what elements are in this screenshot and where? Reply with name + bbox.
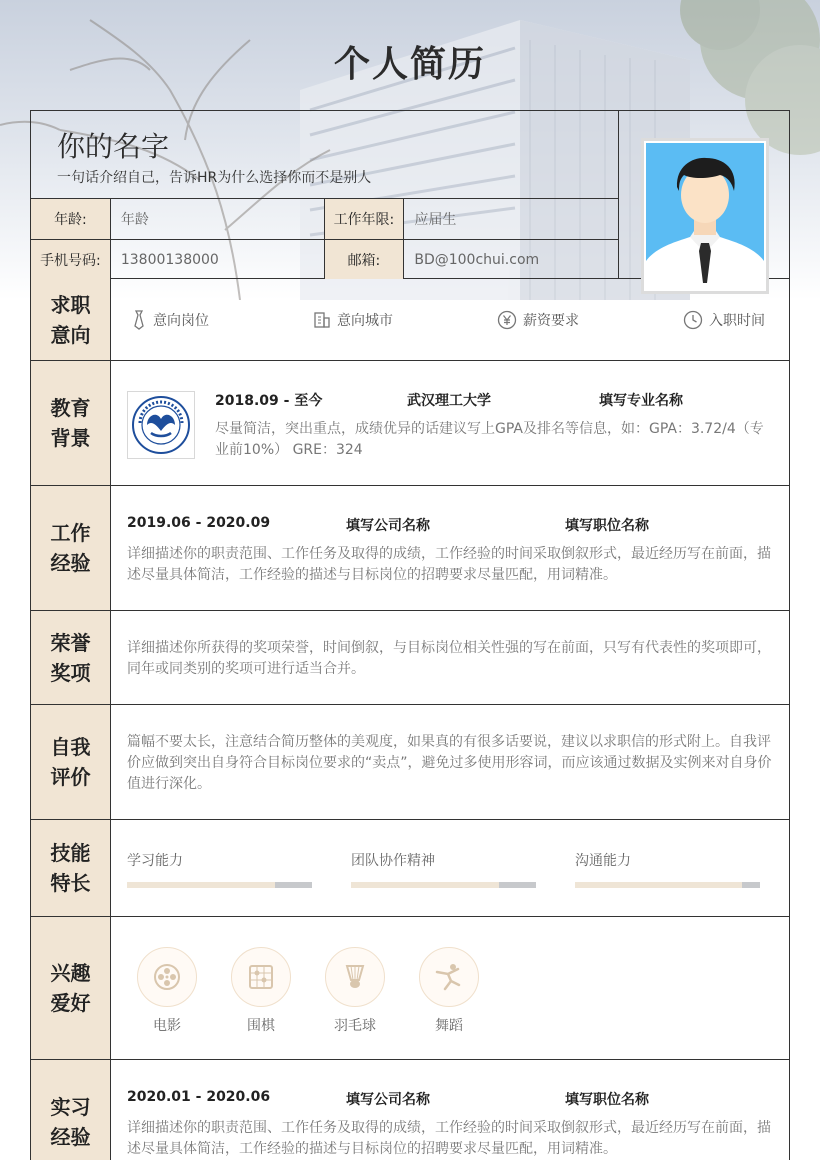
skill-item — [575, 850, 760, 888]
education-period: 2018.09 - 至今 — [215, 393, 323, 409]
skill-name: 沟通能力 — [575, 853, 631, 869]
hobby-name: 舞蹈 — [435, 1018, 463, 1034]
work-position: 填写职位名称 — [565, 518, 649, 534]
work-years-label: 工作年限: — [325, 199, 405, 239]
work-period: 2019.06 - 2020.09 — [127, 515, 271, 531]
work-company: 填写公司名称 — [346, 518, 430, 534]
skill-bar-fill — [351, 882, 499, 888]
section-label: 兴趣 爱好 — [31, 917, 111, 1059]
honors-description: 详细描述你所获得的奖项荣誉，时间倒叙，与目标岗位相关性强的写在前面，只写有代表性的奖项即可，同年或同类别的奖项可进行适当合并。 — [127, 640, 771, 677]
hobby-item — [324, 947, 386, 1035]
hobby-item — [136, 947, 198, 1035]
skill-bar — [351, 882, 536, 888]
skill-item — [351, 850, 536, 888]
avatar-icon — [646, 143, 764, 289]
intent-city: 意向城市 — [313, 310, 393, 330]
internship-period: 2020.01 - 2020.06 — [127, 1089, 271, 1105]
section-label: 自我 评价 — [31, 705, 111, 819]
phone-label: 手机号码: — [31, 240, 111, 279]
section-internship — [31, 1060, 789, 1160]
internship-description: 详细描述你的职责范围、工作任务及取得的成绩，工作经验的时间采取倒叙形式，最近经历写在前面，描述尽量具体简洁，工作经验的描述与目标岗位的招聘要求尽量匹配，用词精准。 — [127, 1120, 771, 1157]
age-value: 年龄 — [111, 199, 325, 239]
section-label: 技能 特长 — [31, 820, 111, 916]
shuttlecock-icon — [340, 962, 370, 992]
hobby-name: 围棋 — [247, 1018, 275, 1034]
hobby-name: 电影 — [153, 1018, 181, 1034]
candidate-intro: 一句话介绍自己，告诉HR为什么选择你而不是别人 — [57, 170, 372, 186]
name-area — [31, 111, 619, 199]
section-hobbies — [31, 917, 789, 1060]
skill-item — [127, 850, 312, 888]
education-description: 尽量简洁，突出重点，成绩优异的话建议写上GPA及排名等信息，如：GPA：3.72/4（专业前10%） GRE：324 — [215, 421, 764, 458]
basic-info-grid — [31, 199, 619, 279]
self-evaluation-description: 篇幅不要太长，注意结合简历整体的美观度，如果真的有很多话要说，建议以求职信的形式附上。自我评价应做到突出自身符合目标岗位要求的“卖点”，避免过多使用形容词，而应该通过数据及实例来对自身价值进行深化。 — [127, 734, 772, 792]
hobby-name: 羽毛球 — [334, 1018, 376, 1034]
info-row — [31, 199, 618, 239]
skill-name: 学习能力 — [127, 853, 183, 869]
phone-value: 13800138000 — [111, 240, 325, 279]
section-label: 工作 经验 — [31, 486, 111, 610]
skill-bar-fill — [575, 882, 742, 888]
internship-company: 填写公司名称 — [346, 1092, 430, 1108]
yen-icon — [497, 310, 517, 330]
internship-position: 填写职位名称 — [565, 1092, 649, 1108]
info-row — [31, 239, 618, 279]
skill-bar-fill — [127, 882, 275, 888]
section-education — [31, 361, 789, 486]
clock-icon — [683, 310, 703, 330]
intent-position: 意向岗位 — [131, 310, 209, 330]
section-self-evaluation — [31, 705, 789, 820]
hobby-item — [230, 947, 292, 1035]
section-honors — [31, 611, 789, 705]
work-years-value: 应届生 — [414, 212, 457, 228]
section-skills — [31, 820, 789, 917]
skill-bar — [127, 882, 312, 888]
hobby-item — [418, 947, 480, 1035]
email-value: BD@100chui.com — [414, 251, 540, 268]
profile-header — [31, 111, 789, 279]
education-major: 填写专业名称 — [599, 393, 683, 409]
section-label: 求职 意向 — [31, 279, 111, 360]
skill-bar — [575, 882, 760, 888]
education-school: 武汉理工大学 — [407, 393, 491, 409]
school-logo — [127, 391, 195, 459]
section-label: 教育 背景 — [31, 361, 111, 485]
building-icon — [313, 311, 331, 329]
page-title: 个人简历 — [333, 44, 486, 85]
profile-photo — [641, 138, 769, 294]
intent-salary: 薪资要求 — [497, 310, 579, 330]
email-label: 邮箱: — [325, 240, 405, 279]
dancer-icon — [434, 962, 464, 992]
work-description: 详细描述你的职责范围、工作任务及取得的成绩，工作经验的时间采取倒叙形式，最近经历写在前面，描述尽量具体简洁，工作经验的描述与目标岗位的招聘要求尽量匹配，用词精准。 — [127, 546, 771, 583]
film-reel-icon — [152, 962, 182, 992]
intent-start-date: 入职时间 — [683, 310, 765, 330]
resume-table — [30, 110, 790, 1160]
university-seal-icon — [131, 395, 191, 455]
section-job-intent — [31, 279, 789, 361]
section-work-experience — [31, 486, 789, 611]
candidate-name: 你的名字 — [57, 130, 170, 163]
section-label: 实习 经验 — [31, 1060, 111, 1160]
age-label: 年龄: — [31, 199, 111, 239]
section-label: 荣誉 奖项 — [31, 611, 111, 704]
go-board-icon — [246, 962, 276, 992]
skill-name: 团队协作精神 — [351, 853, 435, 869]
tie-icon — [131, 310, 147, 330]
